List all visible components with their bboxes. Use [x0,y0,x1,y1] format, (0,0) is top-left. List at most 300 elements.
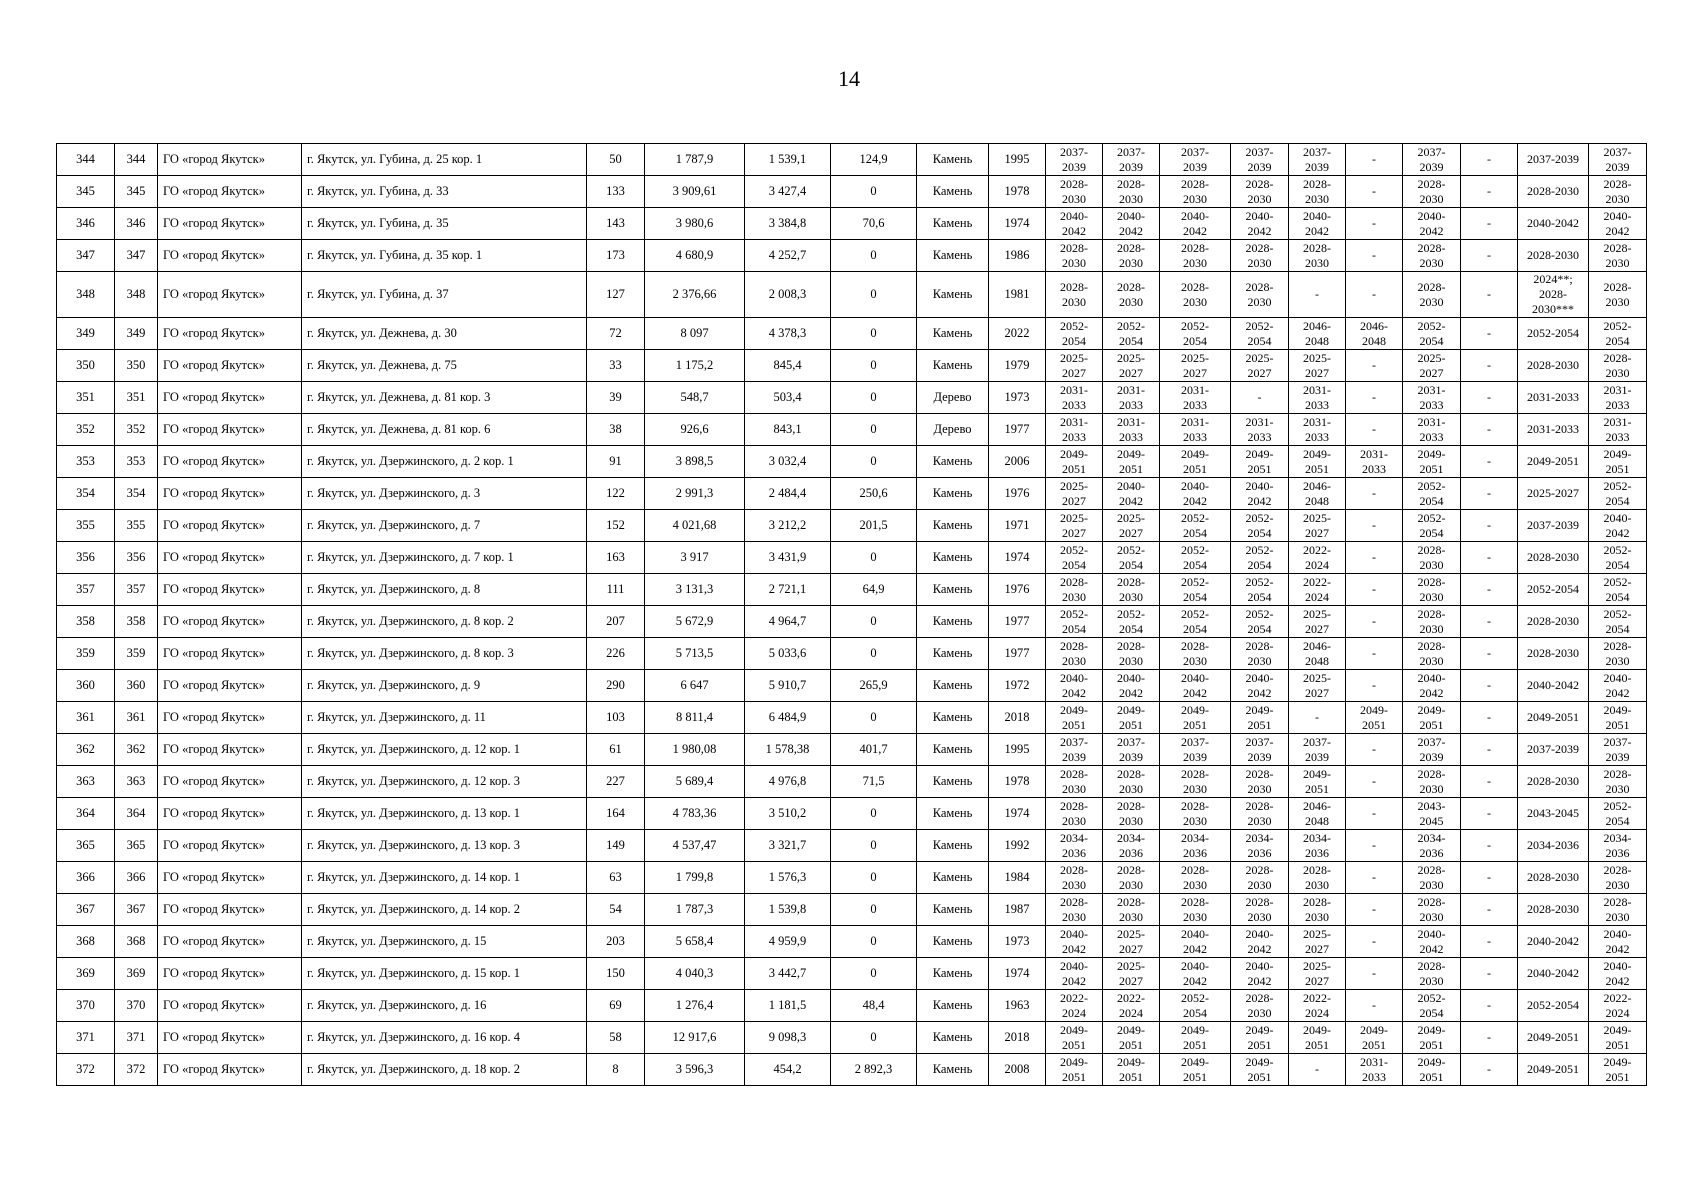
cell-repair-period-10: 2040- 2042 [1589,926,1647,958]
cell-repair-period-3: 2040- 2042 [1160,208,1231,240]
cell-repair-period-7: 2028- 2030 [1403,958,1461,990]
cell-total-area: 5 689,4 [645,766,745,798]
cell-address: г. Якутск, ул. Дзержинского, д. 15 [302,926,587,958]
cell-record-number: 353 [115,446,158,478]
cell-municipality: ГО «город Якутск» [158,542,302,574]
cell-repair-period-8: - [1461,574,1518,606]
cell-repair-period-5: 2046- 2048 [1289,478,1346,510]
cell-repair-period-2: 2022- 2024 [1103,990,1160,1022]
cell-total-area: 3 980,6 [645,208,745,240]
cell-repair-period-8: - [1461,176,1518,208]
table-row [57,766,1647,798]
cell-repair-period-9: 2049-2051 [1518,702,1589,734]
cell-nonresidential-area: 71,5 [831,766,917,798]
cell-living-area: 3 384,8 [745,208,831,240]
cell-record-number: 357 [115,574,158,606]
cell-row-number: 344 [57,144,115,176]
cell-build-year: 1974 [989,798,1046,830]
cell-repair-period-10: 2031- 2033 [1589,382,1647,414]
cell-total-area: 3 596,3 [645,1054,745,1086]
cell-repair-period-8: - [1461,894,1518,926]
cell-repair-period-6: - [1346,208,1403,240]
cell-repair-period-3: 2052- 2054 [1160,606,1231,638]
cell-wall-material: Камень [917,176,989,208]
cell-apartments-count: 58 [587,1022,645,1054]
cell-repair-period-5: 2034- 2036 [1289,830,1346,862]
cell-nonresidential-area: 0 [831,862,917,894]
cell-wall-material: Камень [917,350,989,382]
cell-repair-period-7: 2034- 2036 [1403,830,1461,862]
cell-repair-period-5: - [1289,272,1346,318]
cell-repair-period-10: 2028- 2030 [1589,350,1647,382]
cell-living-area: 503,4 [745,382,831,414]
cell-repair-period-10: 2034- 2036 [1589,830,1647,862]
cell-repair-period-8: - [1461,798,1518,830]
cell-total-area: 926,6 [645,414,745,446]
cell-repair-period-9: 2040-2042 [1518,926,1589,958]
table-row [57,702,1647,734]
cell-repair-period-5: 2028- 2030 [1289,176,1346,208]
cell-row-number: 357 [57,574,115,606]
cell-repair-period-3: 2025- 2027 [1160,350,1231,382]
cell-repair-period-9: 2037-2039 [1518,734,1589,766]
cell-repair-period-4: 2037- 2039 [1231,734,1289,766]
cell-wall-material: Камень [917,702,989,734]
cell-repair-period-9: 2049-2051 [1518,446,1589,478]
cell-municipality: ГО «город Якутск» [158,1054,302,1086]
cell-repair-period-6: - [1346,958,1403,990]
cell-repair-period-10: 2028- 2030 [1589,894,1647,926]
cell-municipality: ГО «город Якутск» [158,208,302,240]
cell-apartments-count: 50 [587,144,645,176]
cell-repair-period-6: - [1346,670,1403,702]
cell-address: г. Якутск, ул. Губина, д. 25 кор. 1 [302,144,587,176]
cell-repair-period-5: 2025- 2027 [1289,350,1346,382]
cell-living-area: 3 510,2 [745,798,831,830]
cell-repair-period-9: 2043-2045 [1518,798,1589,830]
cell-repair-period-6: - [1346,830,1403,862]
cell-repair-period-8: - [1461,926,1518,958]
cell-repair-period-5: 2046- 2048 [1289,798,1346,830]
cell-repair-period-5: 2022- 2024 [1289,542,1346,574]
cell-repair-period-8: - [1461,670,1518,702]
table-row [57,958,1647,990]
cell-address: г. Якутск, ул. Дежнева, д. 81 кор. 6 [302,414,587,446]
table-body [57,144,1647,1086]
cell-wall-material: Камень [917,240,989,272]
cell-row-number: 358 [57,606,115,638]
cell-repair-period-4: 2028- 2030 [1231,638,1289,670]
cell-repair-period-1: 2028- 2030 [1046,766,1103,798]
cell-build-year: 1976 [989,478,1046,510]
cell-nonresidential-area: 0 [831,240,917,272]
cell-repair-period-3: 2028- 2030 [1160,272,1231,318]
cell-repair-period-4: 2031- 2033 [1231,414,1289,446]
cell-build-year: 1986 [989,240,1046,272]
cell-repair-period-4: 2040- 2042 [1231,478,1289,510]
cell-repair-period-2: 2037- 2039 [1103,144,1160,176]
cell-repair-period-3: 2052- 2054 [1160,574,1231,606]
cell-build-year: 1977 [989,606,1046,638]
cell-repair-period-10: 2040- 2042 [1589,510,1647,542]
cell-repair-period-5: 2049- 2051 [1289,446,1346,478]
cell-living-area: 4 378,3 [745,318,831,350]
table-row [57,734,1647,766]
cell-build-year: 1978 [989,176,1046,208]
cell-repair-period-2: 2049- 2051 [1103,702,1160,734]
cell-repair-period-6: 2049- 2051 [1346,1022,1403,1054]
cell-repair-period-4: 2040- 2042 [1231,208,1289,240]
cell-repair-period-4: 2028- 2030 [1231,766,1289,798]
cell-living-area: 2 008,3 [745,272,831,318]
cell-repair-period-9: 2028-2030 [1518,766,1589,798]
cell-nonresidential-area: 2 892,3 [831,1054,917,1086]
cell-repair-period-3: 2052- 2054 [1160,542,1231,574]
cell-living-area: 1 539,8 [745,894,831,926]
table-row [57,1054,1647,1086]
cell-record-number: 348 [115,272,158,318]
cell-total-area: 5 713,5 [645,638,745,670]
cell-repair-period-7: 2043- 2045 [1403,798,1461,830]
cell-address: г. Якутск, ул. Дзержинского, д. 8 кор. 2 [302,606,587,638]
cell-repair-period-2: 2037- 2039 [1103,734,1160,766]
cell-apartments-count: 69 [587,990,645,1022]
cell-repair-period-7: 2040- 2042 [1403,926,1461,958]
cell-repair-period-3: 2028- 2030 [1160,798,1231,830]
cell-wall-material: Камень [917,542,989,574]
cell-wall-material: Дерево [917,414,989,446]
cell-row-number: 367 [57,894,115,926]
cell-repair-period-9: 2028-2030 [1518,176,1589,208]
table-row [57,510,1647,542]
cell-municipality: ГО «город Якутск» [158,606,302,638]
cell-total-area: 1 175,2 [645,350,745,382]
cell-row-number: 356 [57,542,115,574]
cell-nonresidential-area: 0 [831,894,917,926]
cell-apartments-count: 63 [587,862,645,894]
cell-address: г. Якутск, ул. Дзержинского, д. 9 [302,670,587,702]
cell-repair-period-3: 2028- 2030 [1160,894,1231,926]
cell-repair-period-3: 2028- 2030 [1160,766,1231,798]
cell-repair-period-4: - [1231,382,1289,414]
cell-build-year: 1981 [989,272,1046,318]
cell-municipality: ГО «город Якутск» [158,798,302,830]
cell-repair-period-7: 2028- 2030 [1403,542,1461,574]
cell-record-number: 349 [115,318,158,350]
cell-apartments-count: 91 [587,446,645,478]
cell-repair-period-5: 2022- 2024 [1289,574,1346,606]
cell-wall-material: Камень [917,478,989,510]
cell-repair-period-6: 2049- 2051 [1346,702,1403,734]
table-row [57,208,1647,240]
cell-repair-period-9: 2024**; 2028- 2030*** [1518,272,1589,318]
cell-repair-period-8: - [1461,958,1518,990]
cell-apartments-count: 8 [587,1054,645,1086]
cell-repair-period-8: - [1461,478,1518,510]
cell-apartments-count: 38 [587,414,645,446]
cell-build-year: 1995 [989,734,1046,766]
cell-repair-period-9: 2031-2033 [1518,414,1589,446]
cell-apartments-count: 39 [587,382,645,414]
cell-wall-material: Камень [917,862,989,894]
cell-address: г. Якутск, ул. Дзержинского, д. 12 кор. 1 [302,734,587,766]
cell-repair-period-10: 2052- 2054 [1589,542,1647,574]
cell-build-year: 1963 [989,990,1046,1022]
cell-repair-period-2: 2034- 2036 [1103,830,1160,862]
cell-build-year: 1972 [989,670,1046,702]
cell-wall-material: Камень [917,670,989,702]
cell-repair-period-1: 2028- 2030 [1046,272,1103,318]
cell-wall-material: Камень [917,926,989,958]
cell-repair-period-4: 2028- 2030 [1231,798,1289,830]
cell-living-area: 4 964,7 [745,606,831,638]
cell-repair-period-4: 2049- 2051 [1231,446,1289,478]
page-number: 14 [838,66,860,91]
cell-repair-period-8: - [1461,240,1518,272]
cell-apartments-count: 163 [587,542,645,574]
cell-repair-period-7: 2040- 2042 [1403,670,1461,702]
cell-repair-period-5: 2028- 2030 [1289,240,1346,272]
cell-repair-period-2: 2025- 2027 [1103,510,1160,542]
cell-wall-material: Камень [917,208,989,240]
cell-address: г. Якутск, ул. Дзержинского, д. 8 кор. 3 [302,638,587,670]
cell-repair-period-9: 2052-2054 [1518,574,1589,606]
cell-row-number: 362 [57,734,115,766]
cell-repair-period-7: 2028- 2030 [1403,638,1461,670]
table-row [57,894,1647,926]
cell-repair-period-7: 2028- 2030 [1403,272,1461,318]
cell-apartments-count: 127 [587,272,645,318]
cell-address: г. Якутск, ул. Дзержинского, д. 14 кор. 1 [302,862,587,894]
cell-repair-period-6: - [1346,638,1403,670]
cell-repair-period-9: 2028-2030 [1518,542,1589,574]
cell-municipality: ГО «город Якутск» [158,990,302,1022]
cell-repair-period-10: 2037- 2039 [1589,144,1647,176]
cell-wall-material: Камень [917,798,989,830]
cell-repair-period-9: 2031-2033 [1518,382,1589,414]
cell-repair-period-6: - [1346,382,1403,414]
cell-living-area: 454,2 [745,1054,831,1086]
cell-address: г. Якутск, ул. Дзержинского, д. 14 кор. 2 [302,894,587,926]
cell-repair-period-1: 2049- 2051 [1046,446,1103,478]
cell-repair-period-3: 2049- 2051 [1160,446,1231,478]
cell-build-year: 1977 [989,414,1046,446]
cell-repair-period-4: 2052- 2054 [1231,318,1289,350]
cell-repair-period-7: 2052- 2054 [1403,510,1461,542]
cell-living-area: 1 539,1 [745,144,831,176]
cell-repair-period-2: 2028- 2030 [1103,272,1160,318]
cell-repair-period-3: 2028- 2030 [1160,638,1231,670]
cell-record-number: 359 [115,638,158,670]
cell-living-area: 2 484,4 [745,478,831,510]
cell-repair-period-4: 2049- 2051 [1231,1054,1289,1086]
cell-address: г. Якутск, ул. Дзержинского, д. 18 кор. 2 [302,1054,587,1086]
cell-repair-period-2: 2052- 2054 [1103,542,1160,574]
cell-repair-period-9: 2028-2030 [1518,240,1589,272]
cell-repair-period-4: 2040- 2042 [1231,670,1289,702]
cell-wall-material: Камень [917,958,989,990]
cell-living-area: 4 252,7 [745,240,831,272]
cell-repair-period-7: 2040- 2042 [1403,208,1461,240]
cell-record-number: 368 [115,926,158,958]
cell-repair-period-2: 2028- 2030 [1103,176,1160,208]
cell-repair-period-7: 2028- 2030 [1403,862,1461,894]
cell-repair-period-10: 2049- 2051 [1589,1022,1647,1054]
cell-nonresidential-area: 0 [831,272,917,318]
cell-total-area: 8 811,4 [645,702,745,734]
cell-repair-period-9: 2052-2054 [1518,990,1589,1022]
cell-repair-period-1: 2022- 2024 [1046,990,1103,1022]
cell-repair-period-2: 2031- 2033 [1103,414,1160,446]
cell-repair-period-6: - [1346,414,1403,446]
cell-repair-period-8: - [1461,542,1518,574]
cell-build-year: 2008 [989,1054,1046,1086]
table-row [57,638,1647,670]
cell-repair-period-6: 2031- 2033 [1346,446,1403,478]
cell-record-number: 360 [115,670,158,702]
cell-repair-period-4: 2037- 2039 [1231,144,1289,176]
cell-wall-material: Камень [917,510,989,542]
cell-repair-period-6: - [1346,272,1403,318]
table-row [57,446,1647,478]
cell-nonresidential-area: 0 [831,414,917,446]
cell-repair-period-7: 2037- 2039 [1403,734,1461,766]
cell-record-number: 367 [115,894,158,926]
cell-repair-period-5: 2049- 2051 [1289,766,1346,798]
cell-repair-period-8: - [1461,638,1518,670]
cell-repair-period-3: 2040- 2042 [1160,958,1231,990]
cell-row-number: 347 [57,240,115,272]
cell-repair-period-3: 2040- 2042 [1160,670,1231,702]
cell-repair-period-10: 2052- 2054 [1589,798,1647,830]
cell-repair-period-1: 2025- 2027 [1046,350,1103,382]
cell-address: г. Якутск, ул. Дзержинского, д. 2 кор. 1 [302,446,587,478]
cell-municipality: ГО «город Якутск» [158,382,302,414]
cell-repair-period-5: 2028- 2030 [1289,894,1346,926]
cell-nonresidential-area: 70,6 [831,208,917,240]
cell-repair-period-6: - [1346,862,1403,894]
cell-apartments-count: 103 [587,702,645,734]
cell-nonresidential-area: 0 [831,382,917,414]
cell-repair-period-2: 2028- 2030 [1103,240,1160,272]
cell-repair-period-1: 2040- 2042 [1046,208,1103,240]
cell-repair-period-1: 2028- 2030 [1046,862,1103,894]
cell-repair-period-2: 2052- 2054 [1103,318,1160,350]
cell-repair-period-3: 2052- 2054 [1160,990,1231,1022]
table-row [57,990,1647,1022]
cell-living-area: 1 578,38 [745,734,831,766]
cell-repair-period-1: 2028- 2030 [1046,574,1103,606]
cell-living-area: 4 976,8 [745,766,831,798]
cell-living-area: 3 321,7 [745,830,831,862]
cell-repair-period-6: - [1346,926,1403,958]
cell-total-area: 2 991,3 [645,478,745,510]
table-row [57,1022,1647,1054]
cell-apartments-count: 226 [587,638,645,670]
cell-living-area: 6 484,9 [745,702,831,734]
cell-nonresidential-area: 265,9 [831,670,917,702]
cell-repair-period-5: 2025- 2027 [1289,510,1346,542]
cell-repair-period-4: 2028- 2030 [1231,862,1289,894]
cell-municipality: ГО «город Якутск» [158,894,302,926]
cell-repair-period-1: 2049- 2051 [1046,1054,1103,1086]
cell-repair-period-2: 2040- 2042 [1103,670,1160,702]
cell-wall-material: Камень [917,638,989,670]
cell-nonresidential-area: 0 [831,176,917,208]
cell-record-number: 371 [115,1022,158,1054]
cell-repair-period-9: 2049-2051 [1518,1054,1589,1086]
cell-total-area: 3 131,3 [645,574,745,606]
cell-build-year: 1973 [989,926,1046,958]
cell-repair-period-7: 2028- 2030 [1403,574,1461,606]
cell-repair-period-9: 2040-2042 [1518,958,1589,990]
cell-repair-period-10: 2040- 2042 [1589,208,1647,240]
cell-apartments-count: 149 [587,830,645,862]
cell-total-area: 1 787,3 [645,894,745,926]
table-row [57,862,1647,894]
cell-repair-period-5: 2046- 2048 [1289,318,1346,350]
cell-build-year: 1973 [989,382,1046,414]
cell-total-area: 3 909,61 [645,176,745,208]
cell-build-year: 1979 [989,350,1046,382]
cell-repair-period-4: 2025- 2027 [1231,350,1289,382]
cell-repair-period-2: 2025- 2027 [1103,958,1160,990]
cell-repair-period-3: 2037- 2039 [1160,734,1231,766]
cell-repair-period-5: 2022- 2024 [1289,990,1346,1022]
cell-apartments-count: 33 [587,350,645,382]
cell-repair-period-1: 2037- 2039 [1046,144,1103,176]
cell-repair-period-1: 2040- 2042 [1046,670,1103,702]
cell-repair-period-2: 2049- 2051 [1103,1022,1160,1054]
cell-row-number: 369 [57,958,115,990]
cell-repair-period-7: 2049- 2051 [1403,446,1461,478]
cell-apartments-count: 227 [587,766,645,798]
table-row [57,318,1647,350]
cell-repair-period-10: 2049- 2051 [1589,446,1647,478]
cell-repair-period-1: 2025- 2027 [1046,510,1103,542]
cell-repair-period-5: 2037- 2039 [1289,144,1346,176]
cell-repair-period-8: - [1461,144,1518,176]
cell-repair-period-3: 2034- 2036 [1160,830,1231,862]
cell-row-number: 371 [57,1022,115,1054]
cell-address: г. Якутск, ул. Дзержинского, д. 13 кор. 3 [302,830,587,862]
cell-address: г. Якутск, ул. Дзержинского, д. 11 [302,702,587,734]
cell-record-number: 351 [115,382,158,414]
table-row [57,478,1647,510]
cell-repair-period-10: 2052- 2054 [1589,478,1647,510]
cell-municipality: ГО «город Якутск» [158,510,302,542]
cell-repair-period-8: - [1461,702,1518,734]
cell-repair-period-9: 2028-2030 [1518,606,1589,638]
cell-nonresidential-area: 0 [831,350,917,382]
cell-wall-material: Камень [917,446,989,478]
cell-repair-period-3: 2040- 2042 [1160,926,1231,958]
cell-apartments-count: 152 [587,510,645,542]
cell-repair-period-10: 2031- 2033 [1589,414,1647,446]
cell-repair-period-6: - [1346,990,1403,1022]
cell-apartments-count: 203 [587,926,645,958]
cell-repair-period-4: 2052- 2054 [1231,542,1289,574]
cell-record-number: 365 [115,830,158,862]
table-row [57,798,1647,830]
cell-municipality: ГО «город Якутск» [158,176,302,208]
cell-repair-period-8: - [1461,350,1518,382]
cell-row-number: 349 [57,318,115,350]
cell-repair-period-3: 2040- 2042 [1160,478,1231,510]
cell-repair-period-8: - [1461,990,1518,1022]
cell-total-area: 6 647 [645,670,745,702]
cell-record-number: 356 [115,542,158,574]
